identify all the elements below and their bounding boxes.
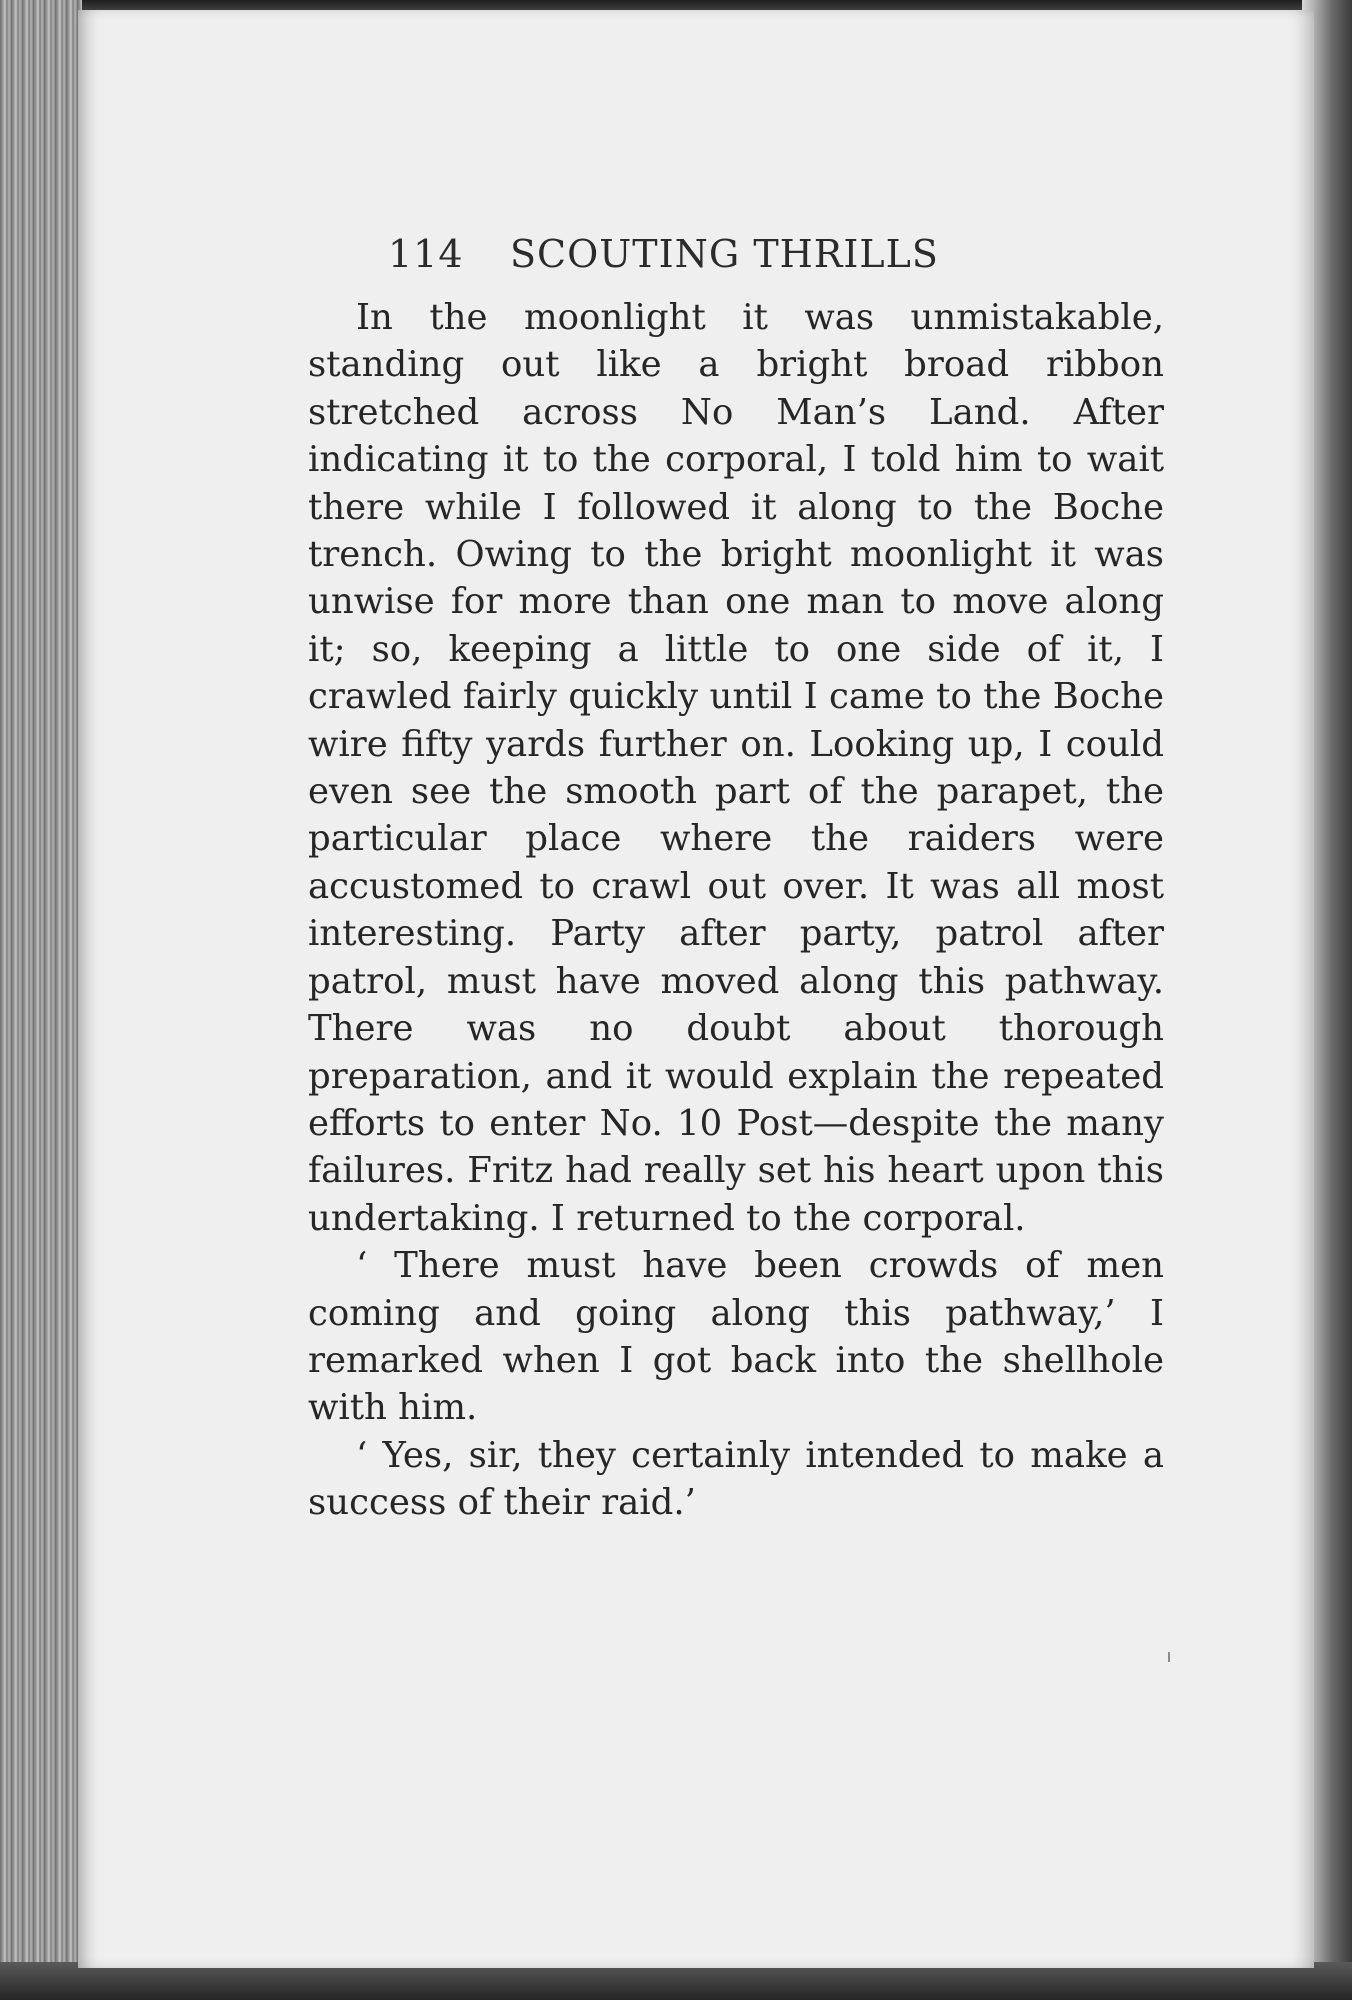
body-text [308, 294, 1164, 1527]
paragraph-2: ‘ There must have been crowds of men coming and going along this pathway,’ I remarked when I got back into the shellhole with him. [308, 1245, 1164, 1429]
paragraph-3: ‘ Yes, sir, they certainly intended to make a success of their raid.’ [308, 1434, 1164, 1524]
running-header [388, 232, 1088, 276]
scan-speck [1168, 1652, 1170, 1662]
running-title: SCOUTING THRILLS [510, 232, 939, 276]
page-number: 114 [388, 232, 464, 276]
page-edges-left [0, 0, 82, 2000]
paragraph-1: In the moonlight it was unmistakable, standing out like a bright broad ribbon stretched across No Man’s Land. After indicating it to the corporal, I told him to wait there while I followed it along to the Boche trench. Owing to the bright moonlight it was unwise for more than one man to move along it; so, keeping a little to one side of it, I crawled fairly quickly until I came to the Boche wire fifty yards further on. Looking up, I could even see the smooth part of the parapet, the particular place where the raiders were accustomed to crawl out over. It was all most interesting. Party after party, patrol after patrol, must have moved along this pathway. There was no doubt about thorough preparation, and it would explain the repeated efforts to enter No. 10 Post—despite the many failures. Fritz had really set his heart upon this undertaking. I returned to the corporal. [308, 297, 1164, 1239]
